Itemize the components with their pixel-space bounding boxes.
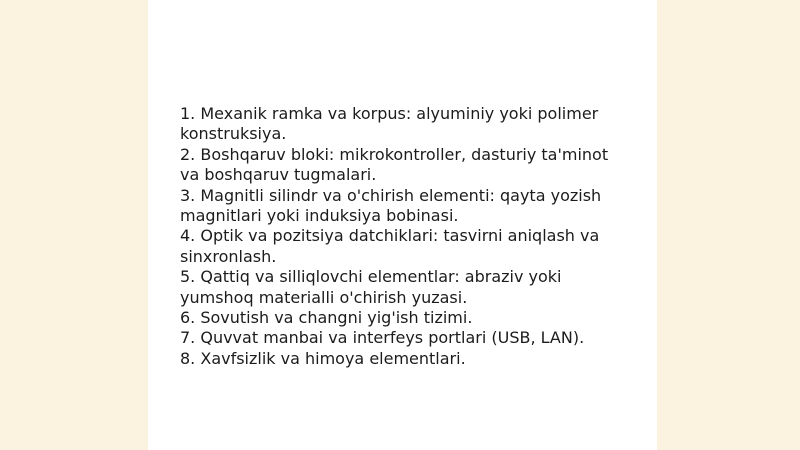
component-list [180,104,630,369]
document-page [148,0,657,450]
list-item: 2. Boshqaruv bloki: mikrokontroller, dasturiy ta'minot va boshqaruv tugmalari. [180,144,609,185]
list-item: 5. Qattiq va silliqlovchi elementlar: abraziv yoki yumshoq materialli o'chirish yuzasi. [180,267,562,307]
list-item: 4. Optik va pozitsiya datchiklari: tasvirni aniqlash va sinxronlash. [180,226,600,266]
list-item: 3. Magnitli silindr va o'chirish elementi: qayta yozish magnitlari yoki induksiya bobinasi. [180,185,602,226]
list-item: 6. Sovutish va changni yig'ish tizimi. [180,308,473,328]
list-item: 7. Quvvat manbai va interfeys portlari (USB, LAN). [180,328,585,348]
left-margin-panel [0,0,148,450]
list-item: 8. Xavfsizlik va himoya elementlari. [180,348,466,368]
right-margin-panel [657,0,800,450]
list-item: 1. Mexanik ramka va korpus: alyuminiy yoki polimer konstruksiya. [180,104,599,144]
